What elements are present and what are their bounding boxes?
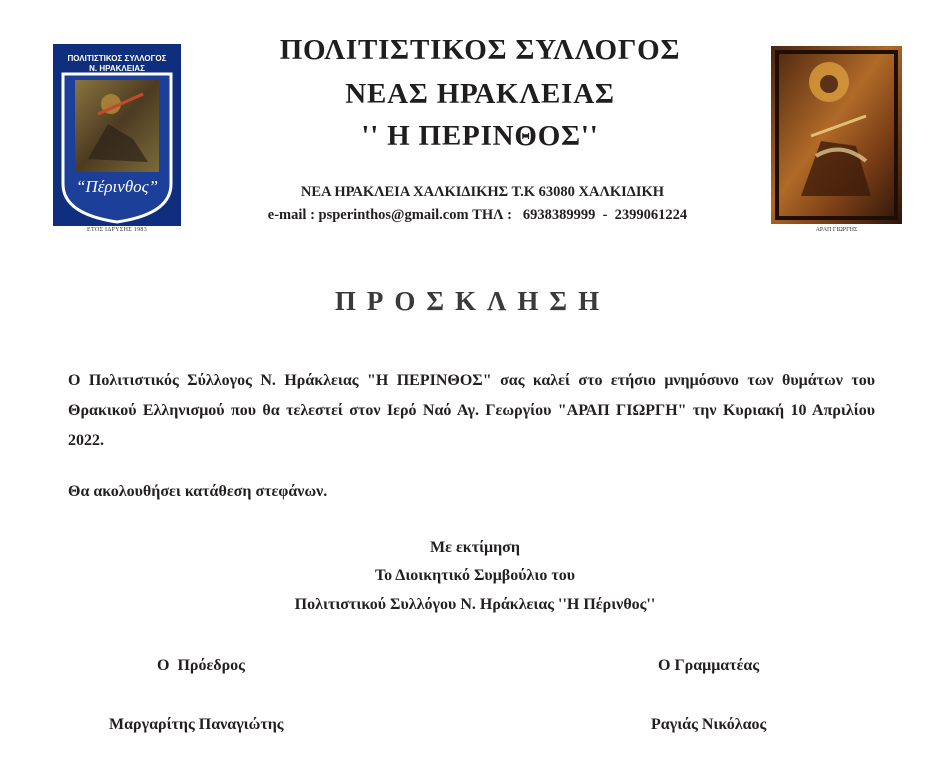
president-title: Ο Πρόεδρος	[157, 657, 245, 674]
icon-caption: ΑΡΑΠ ΓΙΩΡΓΗΣ	[815, 227, 858, 233]
closing-association: Πολιτιστικού Συλλόγου Ν. Ηράκλειας ''Η Πέρινθος''	[294, 596, 656, 613]
founded-caption: ΕΤΟΣ ΙΔΡΥΣΗΣ 1983	[87, 227, 147, 233]
closing-regards: Με εκτίμηση	[430, 539, 520, 556]
logo-motto: “Πέρινθος”	[75, 177, 159, 196]
invitation-title: ΠΡΟΣΚΛΗΣΗ	[334, 286, 611, 316]
header-line-2: ΝΕΑΣ ΗΡΑΚΛΕΙΑΣ	[345, 78, 615, 110]
closing-board: Το Διοικητικό Συμβούλιο του	[374, 567, 576, 584]
address-line: ΝΕΑ ΗΡΑΚΛΕΙΑ ΧΑΛΚΙΔΙΚΗΣ Τ.Κ 63080 ΧΑΛΚΙΔΙΚΗ	[300, 184, 665, 200]
wreath-laying-note: Θα ακολουθήσει κατάθεση στεφάνων.	[68, 483, 328, 500]
saint-icon-image	[771, 46, 902, 224]
secretary-name: Ραγιάς Νικόλαος	[651, 716, 767, 733]
contact-line: e-mail : psperinthos@gmail.com ΤΗΛ : 6938389999 - 2399061224	[267, 207, 688, 223]
logo-title	[53, 54, 181, 74]
president-name: Μαργαρίτης Παναγιώτης	[109, 716, 284, 733]
secretary-title: Ο Γραμματέας	[658, 657, 760, 674]
logo-title-line2: Ν. ΗΡΑΚΛΕΙΑΣ	[89, 64, 145, 73]
association-logo	[53, 44, 181, 226]
saint-george-icon	[771, 46, 902, 224]
header-line-1: ΠΟΛΙΤΙΣΤΙΚΟΣ ΣΥΛΛΟΓΟΣ	[279, 34, 681, 66]
invitation-paragraph: Ο Πολιτιστικός Σύλλογος Ν. Ηράκλειας "Η ΠΕΡΙΝΘΟΣ" σας καλεί στο ετήσιο μνημόσυνο των θυμάτων του Θρακικού Ελληνισμού που θα τελεστεί στον Ιερό Ναό Αγ. Γεωργίου "ΑΡΑΠ ΓΙΩΡΓΗ" την Κυριακή 10 Απριλίου 2022.	[68, 372, 875, 449]
logo-title-line1: ΠΟΛΙΤΙΣΤΙΚΟΣ ΣΥΛΛΟΓΟΣ	[67, 54, 167, 63]
header-line-3: '' Η ΠΕΡΙΝΘΟΣ''	[361, 120, 599, 152]
